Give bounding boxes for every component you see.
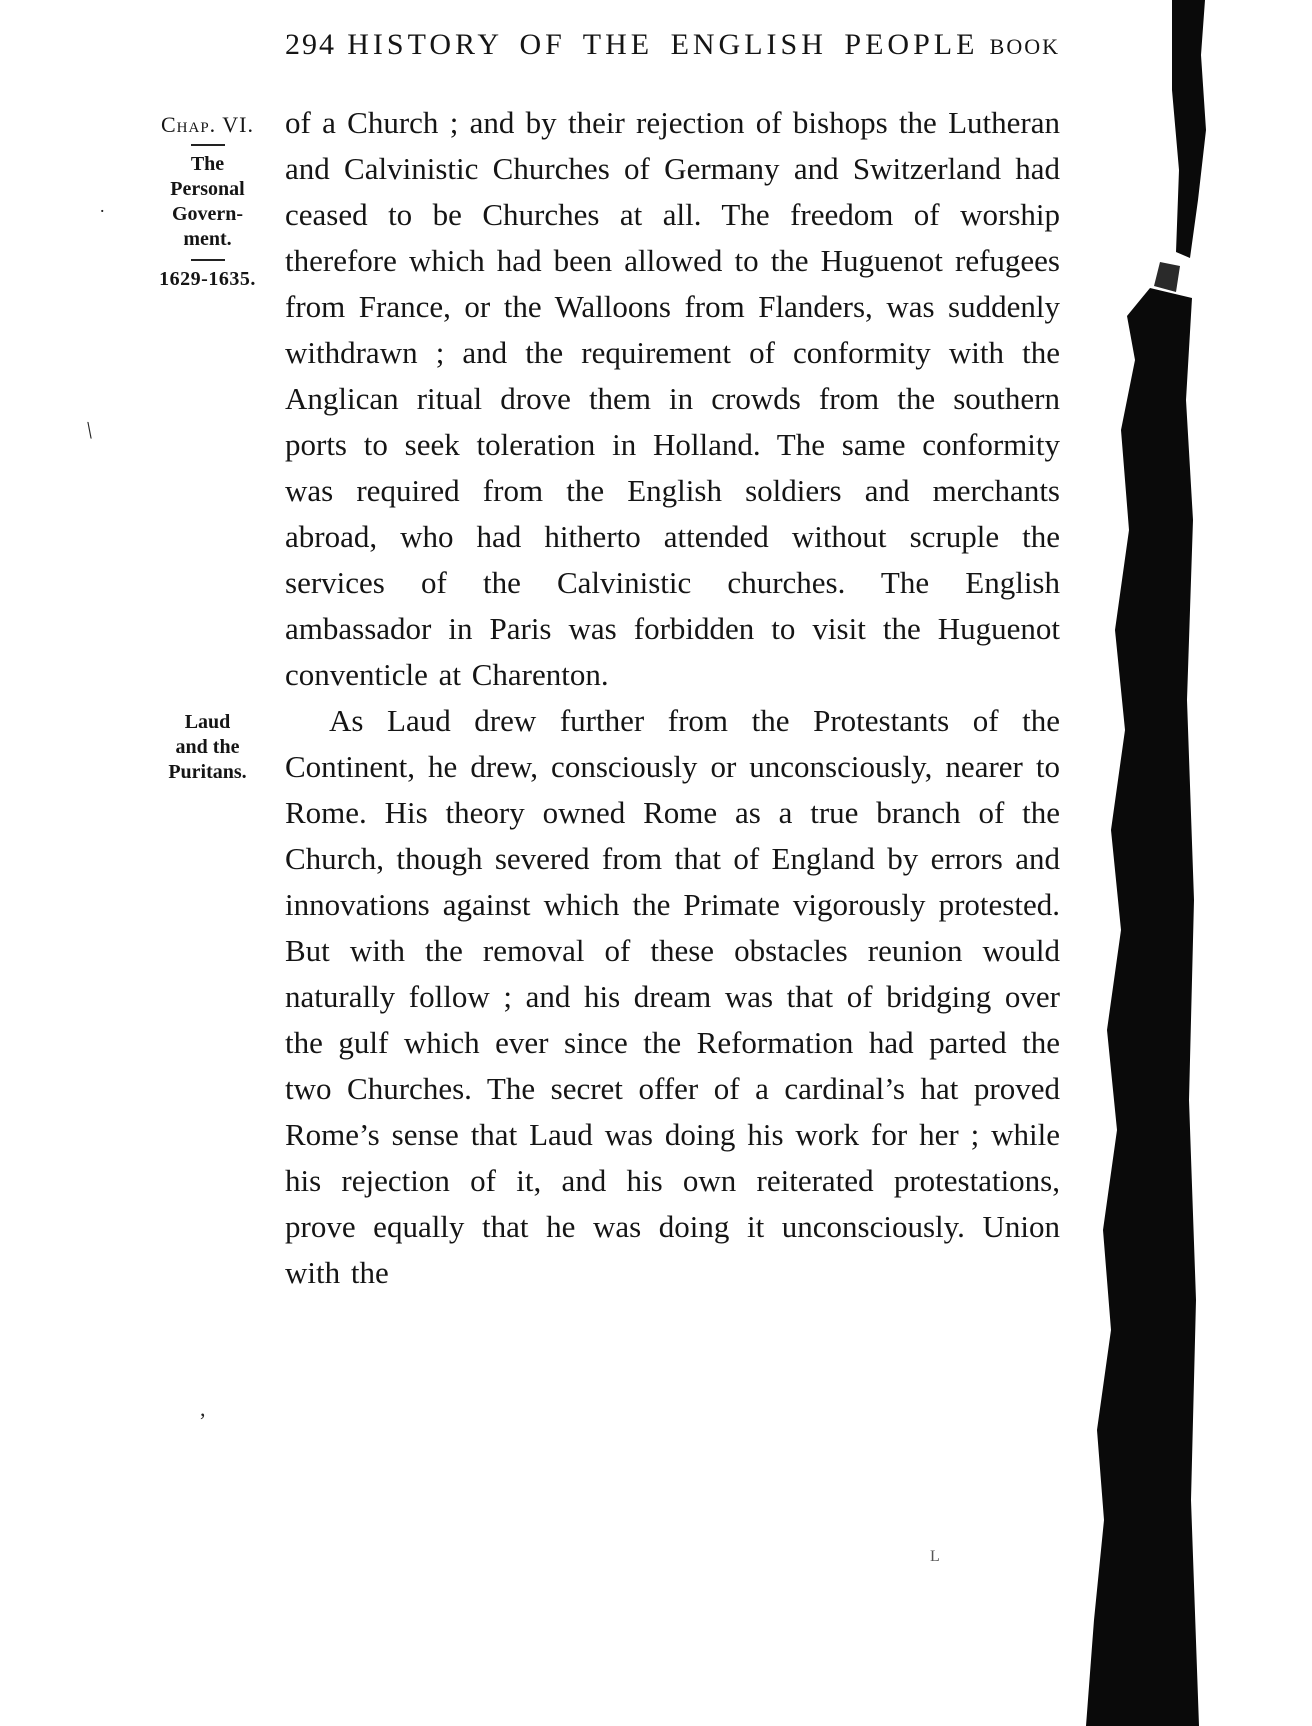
page-number: 294	[285, 28, 336, 61]
book-label: BOOK	[989, 34, 1060, 59]
margin-note-line: Govern-	[171, 203, 244, 225]
margin-note-personal-government	[150, 152, 265, 252]
page-content	[150, 100, 1060, 1296]
chapter-label: Chap. VI.	[161, 112, 254, 137]
margin-note-line: Puritans.	[168, 761, 247, 783]
margin-date-range: 1629-1635.	[159, 268, 256, 290]
margin-rule	[191, 259, 225, 261]
margin-note-line: The	[190, 153, 225, 175]
margin-notes-laud	[150, 698, 265, 1296]
page-header	[285, 28, 1060, 62]
scan-speck: L	[930, 1548, 940, 1565]
scan-speck: \	[84, 417, 95, 445]
margin-notes-chapter	[150, 100, 265, 698]
margin-note-line: ment.	[183, 228, 232, 250]
scan-speck: .	[100, 196, 105, 216]
margin-note-line: and the	[175, 736, 240, 758]
page-title: HISTORY OF THE ENGLISH PEOPLE	[347, 28, 979, 61]
margin-rule	[191, 144, 225, 146]
margin-note-line: Personal	[170, 178, 245, 200]
scan-speck: ,	[200, 1396, 206, 1421]
text-column-paragraph-2	[285, 698, 1060, 1296]
paragraph-laud-rome: As Laud drew further from the Protestants of the Continent, he drew, consciously or unconsciously, nearer to Rome. His theory owned Rome as a true branch of the Church, though severed from that of England by errors and innovations against which the Primate vigorously protested. But with the removal of these obstacles reunion would naturally follow ; and his dream was that of bridging over the gulf which ever since the Reformation had parted the two Churches. The secret offer of a cardinal’s hat proved Rome’s sense that Laud was doing his work for her ; while his rejection of it, and his own reiterated protestations, prove equally that he was doing it unconsciously. Union with the	[285, 703, 1060, 1290]
text-column-paragraph-1	[285, 100, 1060, 698]
paragraph-church-conformity: of a Church ; and by their rejection of bishops the Lutheran and Calvinistic Churches of Germany and Switzerland had ceased to be Churches at all. The freedom of worship therefore which had been allowed to the Huguenot refugees from France, or the Walloons from Flanders, was suddenly withdrawn ; and the requirement of conformity with the Anglican ritual drove them in crowds from the southern ports to seek toleration in Holland. The same conformity was required from the English soldiers and merchants abroad, who had hitherto attended without scruple the services of the Calvinistic churches. The English ambassador in Paris was forbidden to visit the Huguenot conventicle at Charenton.	[285, 105, 1060, 692]
margin-note-line: Laud	[184, 711, 231, 733]
